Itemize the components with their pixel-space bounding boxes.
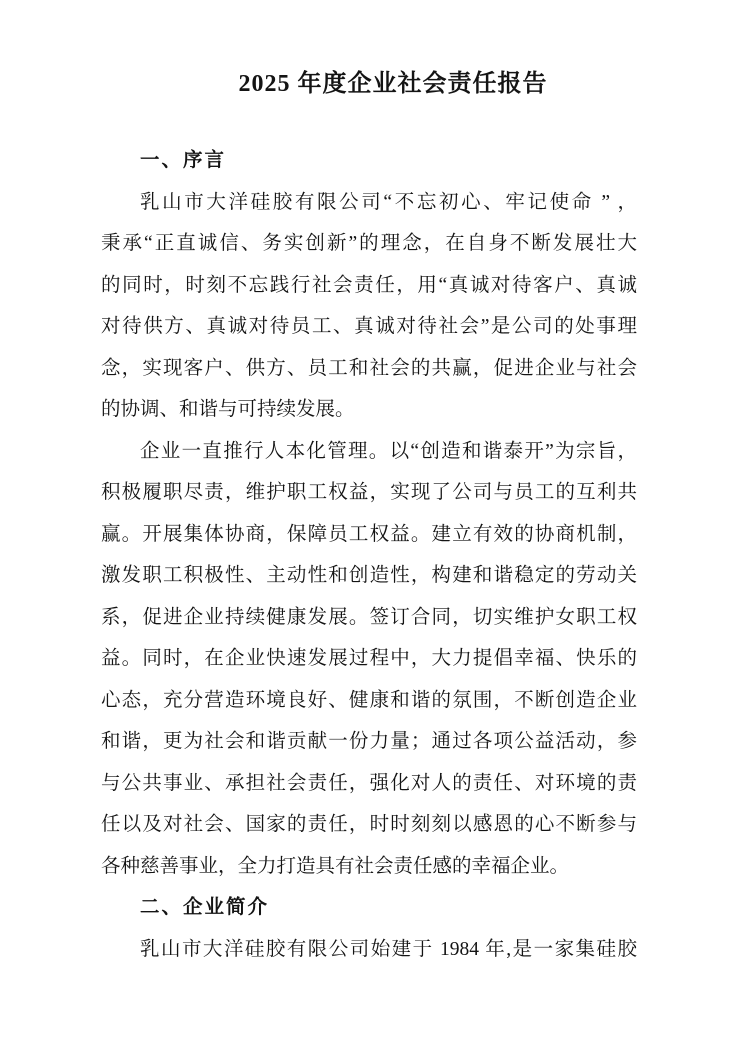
paragraph-2-line: 赢。开展集体协商，保障员工权益。建立有效的协商机制， (101, 523, 637, 545)
paragraph-2-line: 任以及对社会、国家的责任，时时刻刻以感恩的心不断参与 (101, 814, 637, 835)
document-body (101, 140, 637, 970)
section-heading-preface: 一、序言 (140, 149, 227, 171)
paragraph-2-line: 和谐，更为社会和谐贡献一份力量；通过各项公益活动，参 (101, 731, 637, 752)
paragraph-2-line: 积极履职尽责，维护职工权益，实现了公司与员工的互利共 (101, 482, 637, 503)
paragraph-2-line: 系，促进企业持续健康发展。签订合同，切实维护女职工权 (101, 606, 637, 628)
paragraph-2-line: 益。同时，在企业快速发展过程中，大力提倡幸福、快乐的 (101, 648, 637, 669)
paragraph-1-line: 对待供方、真诚对待员工、真诚对待社会”是公司的处事理 (101, 316, 637, 337)
paragraph-2-line: 激发职工积极性、主动性和创造性，构建和谐稳定的劳动关 (101, 565, 637, 586)
paragraph-2-line: 各种慈善事业，全力打造具有社会责任感的幸福企业。 (101, 855, 570, 877)
document-title: 2025 年度企业社会责任报告 (238, 71, 548, 97)
paragraph-1-line: 的协调、和谐与可持续发展。 (101, 399, 355, 420)
paragraph-2-line: 与公共事业、承担社会责任，强化对人的责任、对环境的责 (101, 772, 637, 794)
paragraph-2-line: 企业一直推行人本化管理。以“创造和谐泰开”为宗旨， (140, 440, 637, 462)
paragraph-3-line: 乳山市大洋硅胶有限公司始建于 1984 年,是一家集硅胶 (140, 938, 637, 960)
paragraph-1-line: 念，实现客户、供方、员工和社会的共赢，促进企业与社会 (101, 357, 637, 379)
paragraph-2-line: 心态，充分营造环境良好、健康和谐的氛围，不断创造企业 (101, 689, 637, 711)
paragraph-1-line: 乳山市大洋硅胶有限公司“不忘初心、牢记使命 ” ， (140, 191, 637, 213)
section-heading-company-profile: 二、企业简介 (140, 896, 270, 918)
paragraph-1-line: 的同时，时刻不忘践行社会责任，用“真诚对待客户、真诚 (101, 274, 637, 296)
paragraph-1-line: 秉承“正直诚信、务实创新”的理念，在自身不断发展壮大 (101, 233, 637, 254)
